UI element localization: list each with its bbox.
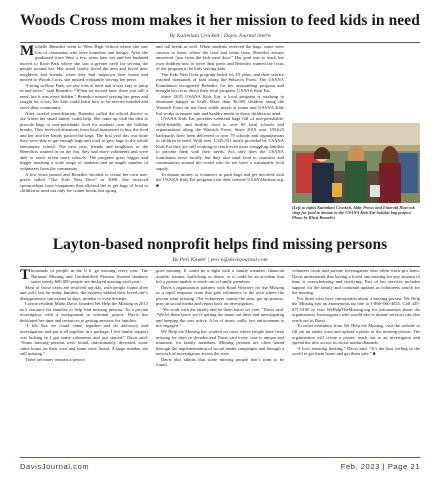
story2-paragraph: “We work with the family and let them know we care,” Davis said. “We let them know we’re getting the name out there and investigating and keeping the case active. A lot of times, sadly, law enforcement is not engaged.”: [156, 306, 284, 329]
story2-paragraph: Davis also admits that some missing people don’t want to be found.: [156, 356, 284, 368]
story2-paragraph: Most of those cases are resolved quickly, with people found alive and well, but for many families, the mystery behind their loved one’s disappearance can extend to days, months or even decades.: [20, 284, 148, 301]
story1-paragraph: To donate money or volunteer to pack bags and get involved with the USANA Kids Eat program visit their website USANAkidseat.org. ■: [156, 171, 284, 188]
story1-paragraph: After careful consideration, Benedict called the school district to see where her small family could help. She came up with the idea to provide bags of non-perishable food for students over the holiday breaks. They received donations from local businesses to buy the food and her and her family packed the bags. The first year this was done they were able to get enough bags and food to give bags to the whole elementary school. The next year, friends and neighbors of the Benedicts wanted in on the fun, they had more volunteers and were able to serve seven more schools. The program grew bigger and bigger reaching a wide range of students and an ample number of volunteers from the community.: [20, 110, 148, 172]
story2-headline: Layton-based nonprofit helps find missing persons: [52, 236, 388, 253]
story1-headline: Woods Cross mom makes it her mission to feed kids in need: [20, 12, 420, 29]
drop-cap: M: [20, 43, 35, 59]
story2-paragraph: goes missing. It could be a fight with a family member, financial trouble, trauma, trafficking or abuse, or it could be an accident that left a person unable to reach out to family members.: [156, 268, 284, 285]
story1-paragraph: “Living in Rose Park, we saw tons of need and it was easy to jump in and serve,” said Benedict. “When we moved here, there was still a need, but it was more hidden.” Benedict missed serving her peers and sought for a way her kids could learn how to be service minded and serve their community.: [20, 82, 148, 111]
footer-page-number: Feb. 2023 | Page 21: [340, 462, 420, 471]
story1-paragraph: and fall break as well. When students received the bags, some were curious to know where the food had come from, Benedict always answered “just from the kids next door.” Her goal was to teach her own children how to serve their peers and Benedict wanted the focus of the program to be kids serving kids.: [156, 44, 284, 72]
story2-paragraph: Davis’s organization partners with Road Warriors for the Missing as a rapid response team that gets volunteers to the area where the person went missing. The volunteers canvas the area, put up posters, post on social media and report back on investigators.: [156, 284, 284, 307]
story1-paragraph: Since 2019 USANA Kids Eat, a local program is working to eliminate hunger in Utah. More than 36,000 children along the Wasatch Front do not have stable meals at home and USANA Kids Eat works to ensure safe and healthy meals to those children in need.: [156, 93, 284, 116]
photo-illustration: [292, 123, 420, 203]
story1-photo: [292, 123, 420, 203]
story1-byline: By Kaiimlani Crockett | Davis Journal intern: [169, 33, 271, 39]
story2-paragraph: We Help the Missing has worked on cases where people have been missing for days or decades and Davis said every case is unique and traumatic for family members. Missing persons are often found through the implementation of social media campaigns and through a network of investigators across the state.: [156, 329, 284, 357]
story2-paragraph: There are many reasons a person: [25, 356, 85, 362]
story2-paragraph: For those who have information about a missing person, We Help the Missing has an anonymous tip line at 1-866-660-4025. Call 435-671-8100 or visit WeHelpTheMissing.org for information about the organization. Investigators who would like to donate services can also reach out to Davis.: [292, 295, 420, 323]
story2-paragraph: To enlist assistance from We Help the Missing, visit the website to fill out an intake form and upload a photo of the missing person. The organization will create a poster, reach out to an investigator and spread the info across its social media channels.: [292, 323, 420, 346]
story2-byline: By Peri Kinder | peri.k@davisjournal.com: [172, 257, 268, 263]
footer-website[interactable]: DavisJournal.com: [20, 462, 90, 471]
story2-paragraph: Layton resident Marki Davis founded We Help the Missing in 2013 as a resource for families to help find missing persons. As a private investigator with a background in criminal justice, Davis has dedicated her time and resources to getting answers for families.: [20, 301, 148, 323]
story1-paragraph: Michelle Benedict went to West High School where she saw lots of classmates who were homeless and hungry. After she graduated from West a few years later her and her husband moved to Rose Park where she saw a greater need for serving the people around her. Her small family loved the area and loved their neighbors and friends, when they had outgrown their house and moved to Woods Cross, she missed constantly serving her peers.: [20, 43, 148, 83]
story2-column-1: [20, 268, 148, 362]
story1-column-1: [20, 44, 148, 194]
story2-paragraph: “I felt like we could come together and do advocacy and investigation and put it all together in a package. I felt family support was lacking so I got some volunteers and just started,” Davis said. “Some missing persons were found, unfortunately, deceased, some came home on their own and some were found. A large number are still missing.”: [20, 323, 148, 357]
story2-paragraph: “I love ensuring healing,” Davis said. “It’s the best feeling in the world to get them home and get them safe.” ■: [292, 345, 420, 357]
story2-column-3: [292, 268, 420, 357]
story2-paragraph: Thousands of people in the U.S. go missing every year. The National Missing and Unidentified Persons System database states nearly 600,000 people are declared missing each year.: [20, 267, 148, 285]
story2-rule: [20, 266, 420, 267]
story1-paragraph: The Kids Nest Door program lasted for 10 years, and their service reached thousands of kids along the Wasatch Front. The USANA Foundation recognized Benedict for her outstanding program and brought her on to direct their local program, USANA Kids Eat.: [156, 71, 284, 94]
footer-rule: [20, 457, 420, 458]
story1-photo-caption: (Left to right) Kaiimlani Crockett, Abby Prows and Emerald Haycock shop for food to donate to the USANA Kids Eat holiday bag project. Photo by Rhett Benedict: [292, 205, 415, 221]
story2-column-2: [156, 268, 284, 368]
story2-paragraph: volunteer work and private investigators who often work pro bono. Davis understands that having a loved one missing for any amount of time is overwhelming and terrifying. Part of her services includes support for the family and continual updates as volunteers search for the missing.: [292, 268, 420, 296]
story1-rule: [20, 42, 420, 43]
story1-column-2: [156, 44, 284, 188]
drop-cap: T: [20, 267, 31, 283]
story1-paragraph: A few years passed and Benedict decided to create her own non-profit called “The Kids Nest Door” in 2009. She received sponsorships from companies that allowed her to get bags of food to children in need not only for winter break, but spring: [20, 171, 148, 194]
story1-paragraph: USANA Kids Eat provides weekend bags full of non-perishable, child-friendly, and healthy food to over 65 local schools and organizations along the Wasatch Front. Since 2019 over 150,623 backpacks have been delivered to over 79 schools and organizations to children in need. With over 1,345,051 meals provided by USANA Kids Eat they are still working to reach even more struggling families to provide them with their needs. Not only does the USANA foundation serve locally, but they also send food to countries and communities around the world who do not have a sustainable food supply.: [156, 116, 284, 172]
